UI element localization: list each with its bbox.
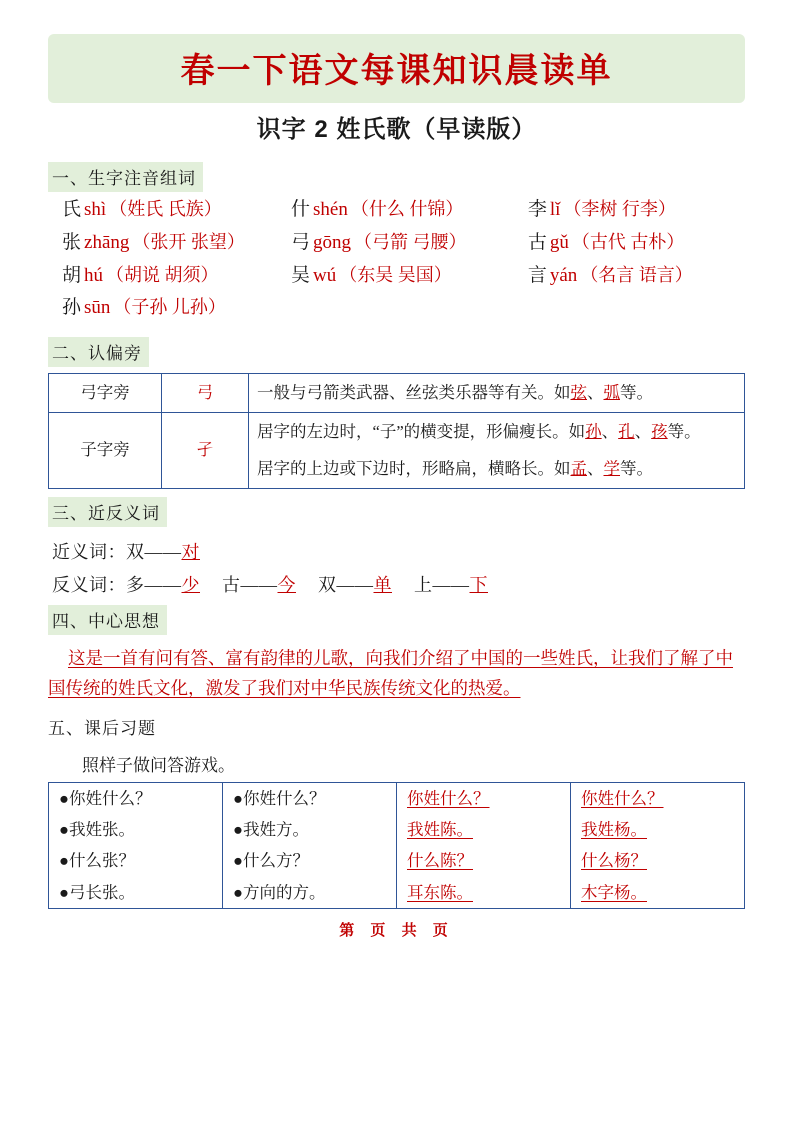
char-pinyin: hú [84,264,104,286]
char-pinyin: gǔ [549,231,569,253]
separator: 、 [601,421,619,441]
char-words: （名言 语言） [580,264,693,285]
char-han: 李 [527,199,547,220]
char-row [48,296,745,320]
char-words: （弓箭 弓腰） [354,231,467,252]
qa-line: ●什么张？ [59,851,135,871]
radical-description-line2 [249,450,745,488]
char-entry [48,264,291,288]
qa-column-answer [571,782,745,908]
radical-name: 子字旁 [49,412,162,488]
char-pinyin: shì [84,199,107,220]
section-heading-4: 四、中心思想 [48,605,167,635]
desc-text: 一般与弓箭类武器、丝弦类乐器等有关。如 [257,383,571,402]
example-char: 弧 [603,383,620,402]
qa-line: ●什么方？ [233,851,309,871]
antonym-prompt: 古—— [222,574,278,595]
radical-description [249,374,745,413]
section-heading-1: 一、生字注音组词 [48,162,203,192]
page-footer: 第 页 共 页 [339,922,454,939]
char-han: 什 [290,199,310,220]
char-row [48,264,745,288]
char-words: （古代 古朴） [571,231,685,252]
char-words: （东吴 吴国） [339,264,452,285]
qa-line: ●我姓张。 [59,820,135,840]
antonym-prompt: 多—— [126,574,182,595]
qa-line: ●方向的方。 [233,882,326,902]
char-pinyin: zhāng [84,231,130,253]
antonym-answer: 少 [181,574,200,595]
qa-line: 我姓杨。 [581,820,647,840]
qa-column [49,782,223,908]
section-heading-5: 五、课后习题 [48,718,156,738]
char-row [48,231,745,255]
table-row [49,374,745,413]
lesson-subtitle: 识字 2 姓氏歌（早读版） [256,116,537,143]
desc-text: 居字的左边时，“子”的横变提，形偏瘦长。如 [257,421,586,441]
char-entry [291,231,528,255]
example-char: 孔 [618,421,635,441]
char-han: 弓 [290,231,310,253]
char-words: （张开 张望） [132,231,245,252]
qa-line: 耳东陈。 [407,882,473,902]
desc-text: 等。 [667,421,701,441]
example-char: 孩 [651,421,668,441]
radical-glyph: 孑 [162,412,249,488]
exercise-instruction: 照样子做问答游戏。 [82,755,235,775]
qa-line: ●弓长张。 [59,882,135,902]
antonym-label: 反义词： [52,574,126,595]
separator: 、 [634,421,652,441]
antonym-answer: 单 [373,574,392,595]
char-entry [291,264,528,288]
central-idea-text: 这是一首有问有答、富有韵律的儿歌，向我们介绍了中国的一些姓氏，让我们了解了中国传统的姓氏文化，激发了我们对中华民族传统文化的热爱。 [48,647,733,699]
antonym-line [52,571,745,597]
qa-column [223,782,397,908]
char-entry [528,264,745,288]
char-pinyin: gōng [313,231,351,253]
example-char: 学 [603,459,620,479]
radical-name: 弓字旁 [49,374,162,413]
char-words: （胡说 胡须） [106,264,219,285]
table-row [49,412,745,450]
char-entry [48,296,294,320]
char-entry [528,231,745,255]
char-han: 氏 [62,199,82,220]
qa-line: 我姓陈。 [407,820,473,840]
char-han: 言 [527,264,547,286]
char-entry [528,198,745,222]
char-words: （姓氏 氏族） [109,199,222,219]
char-row [48,198,745,222]
char-words: （子孙 儿孙） [113,297,226,318]
char-pinyin: wú [313,264,337,286]
qa-line: ●你姓什么？ [59,788,152,808]
radical-table [48,373,745,489]
char-words: （什么 什锦） [350,199,464,219]
char-entry [291,198,528,222]
char-entry [48,198,291,222]
section-heading-3: 三、近反义词 [48,497,167,527]
separator: 、 [587,383,604,402]
char-pinyin: sūn [84,297,111,319]
char-han: 胡 [62,264,82,286]
qa-line: 什么杨？ [581,851,647,871]
synonym-line [52,538,745,564]
qa-line: 你姓什么？ [581,788,664,808]
qa-line: ●你姓什么？ [233,788,326,808]
char-pinyin: shén [313,199,348,220]
synonym-label: 近义词：双—— [52,541,182,562]
qa-line: 你姓什么？ [407,788,490,808]
section-heading-2: 二、认偏旁 [48,337,149,367]
example-char: 孟 [570,459,587,479]
char-entry [48,231,291,255]
title-banner [48,34,745,103]
page-title: 春一下语文每课知识晨读单 [180,52,613,90]
radical-description-line1 [249,412,745,450]
char-han: 张 [62,231,82,253]
qa-line: 木字杨。 [581,882,647,902]
qa-line: ●我姓方。 [233,820,309,840]
radical-glyph: 弓 [162,374,249,413]
desc-text: 等。 [620,383,653,402]
desc-text: 等。 [620,459,653,479]
char-pinyin: lǐ [549,199,561,220]
desc-text: 居字的上边或下边时，形略扁，横略长。如 [257,459,571,479]
antonym-answer: 下 [469,574,488,595]
char-han: 古 [527,231,547,253]
qa-column-answer [397,782,571,908]
example-char: 孙 [585,421,602,441]
separator: 、 [587,459,604,479]
synonym-answer: 对 [181,541,200,562]
table-row [49,782,745,908]
char-han: 孙 [62,297,82,319]
antonym-prompt: 上—— [414,574,470,595]
char-words: （李树 行李） [563,199,676,219]
qa-line: 什么陈？ [407,851,473,871]
qa-table [48,782,745,909]
char-han: 吴 [290,264,310,286]
antonym-prompt: 双—— [318,574,374,595]
char-pinyin: yán [549,264,578,286]
new-characters-grid [48,198,745,320]
antonym-answer: 今 [277,574,296,595]
example-char: 弦 [570,383,587,402]
